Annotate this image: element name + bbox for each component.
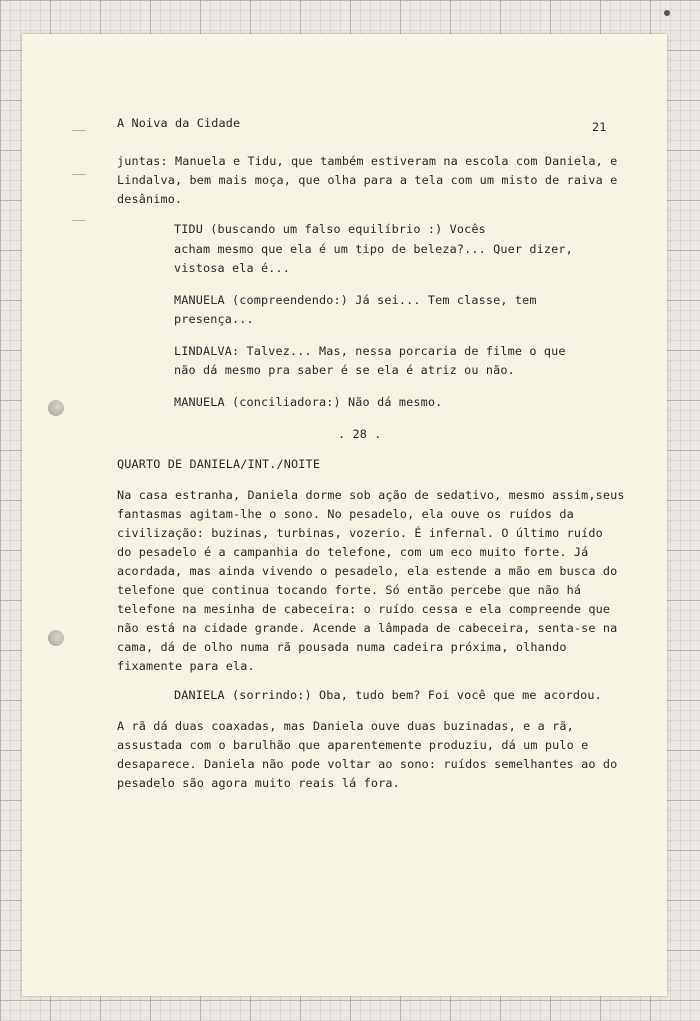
text-line: civilização: buzinas, turbinas, vozerio. É infernal. O último ruído (117, 526, 603, 540)
text-line: do pesadelo é a campanhia do telefone, com um eco muito forte. Já (117, 545, 589, 559)
text-line: pesadelo são agora muito reais lá fora. (117, 776, 400, 790)
punch-hole-icon (48, 400, 64, 416)
dialogue-line: DANIELA (sorrindo:) Oba, tudo bem? Foi você que me acordou. (174, 688, 602, 702)
dialogue-line: presença... (174, 312, 254, 326)
punch-hole-icon (48, 630, 64, 646)
scene-number: . 28 . (338, 427, 382, 441)
text-line: telefone na mesinha de cabeceira: o ruído cessa e ela compreende que (117, 602, 611, 616)
dialogue-line: TIDU (buscando um falso equilíbrio :) Vocês (174, 222, 486, 236)
text-line: fantasmas agitam-lhe o sono. No pesadelo, ela ouve os ruídos da (117, 507, 574, 521)
page-number: 21 (592, 120, 607, 134)
page-header-title: A Noiva da Cidade (117, 116, 241, 130)
dialogue-line: MANUELA (compreendendo:) Já sei... Tem classe, tem (174, 293, 537, 307)
pin-icon (664, 10, 670, 16)
dialogue-line: acham mesmo que ela é um tipo de beleza?... Quer dizer, (174, 242, 573, 256)
dialogue-line: não dá mesmo pra saber é se ela é atriz ou não. (174, 363, 515, 377)
margin-tick (72, 220, 86, 221)
text-line: cama, dá de olho numa rã pousada numa cadeira próxima, olhando (117, 640, 567, 654)
dialogue-line: MANUELA (conciliadora:) Não dá mesmo. (174, 395, 443, 409)
text-line: juntas: Manuela e Tidu, que também estiveram na escola com Daniela, e (117, 154, 618, 168)
text-line: telefone que continua tocando forte. Só então percebe que não há (117, 583, 582, 597)
dialogue-line: LINDALVA: Talvez... Mas, nessa porcaria de filme o que (174, 344, 566, 358)
typewritten-page (22, 34, 667, 996)
text-line: desaparece. Daniela não pode voltar ao sono: ruídos semelhantes ao do (117, 757, 618, 771)
text-line: desânimo. (117, 192, 183, 206)
margin-tick (72, 174, 86, 175)
text-line: A rã dá duas coaxadas, mas Daniela ouve duas buzinadas, e a rã, (117, 719, 574, 733)
scene-heading: QUARTO DE DANIELA/INT./NOITE (117, 457, 321, 471)
text-line: fixamente para ela. (117, 659, 255, 673)
dialogue-line: vistosa ela é... (174, 261, 291, 275)
text-line: não está na cidade grande. Acende a lâmpada de cabeceira, senta-se na (117, 621, 618, 635)
text-line: assustada com o barulhão que aparentemente produziu, dá um pulo e (117, 738, 589, 752)
text-line: acordada, mas ainda vivendo o pesadelo, ela estende a mão em busca do (117, 564, 618, 578)
text-line: Lindalva, bem mais moça, que olha para a tela com um misto de raiva e (117, 173, 618, 187)
text-line: Na casa estranha, Daniela dorme sob ação de sedativo, mesmo assim,seus (117, 488, 625, 502)
margin-tick (72, 130, 86, 131)
